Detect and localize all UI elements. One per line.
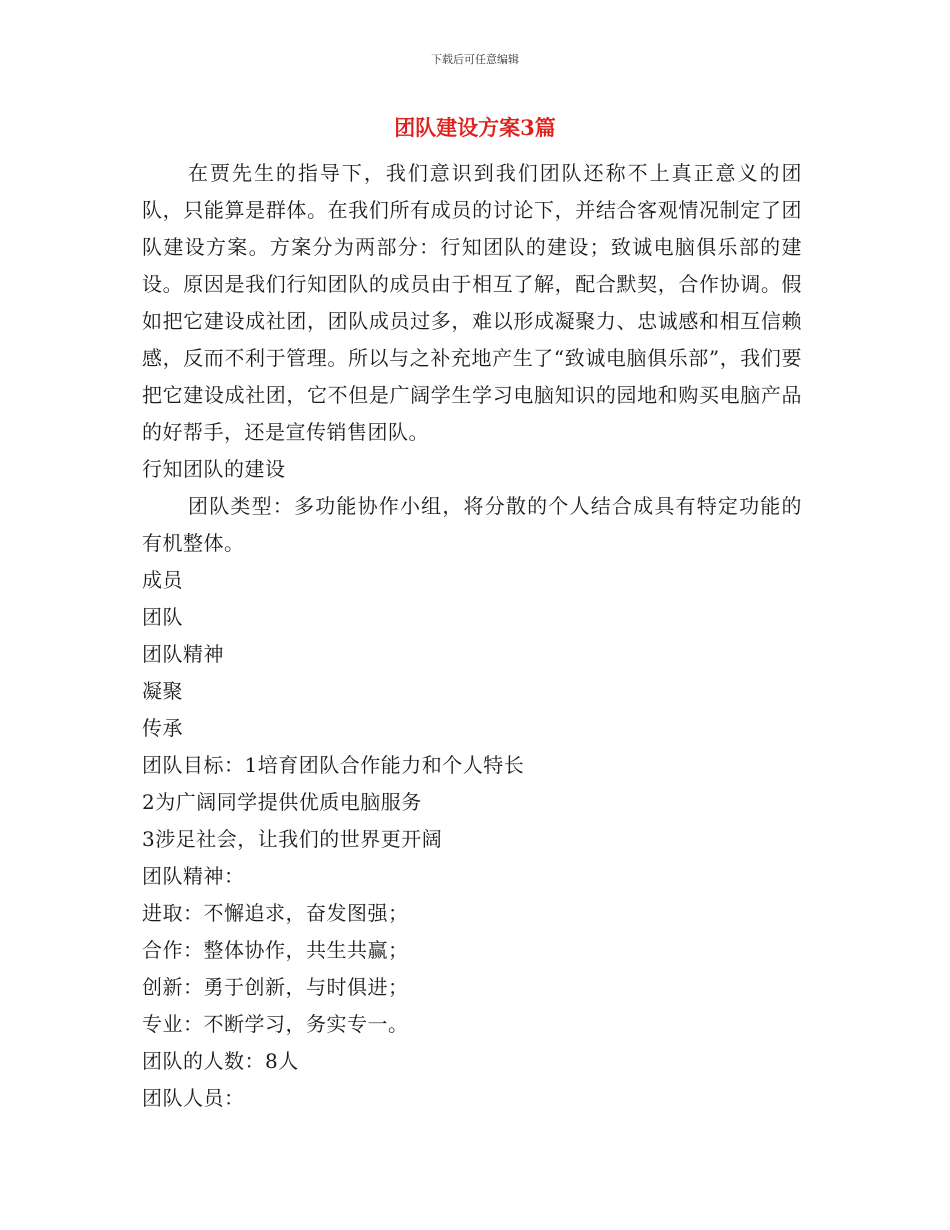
spirit-item: 创新：勇于创新，与时俱进； <box>142 975 409 999</box>
goal-line: 团队目标：1培育团队合作能力和个人特长 <box>142 753 525 777</box>
goal-line: 2为广阔同学提供优质电脑服务 <box>142 790 422 814</box>
members-heading: 团队人员： <box>142 1086 245 1110</box>
keyword-line: 团队精神 <box>142 642 224 666</box>
keyword-line: 团队 <box>142 605 183 629</box>
member-count-line: 团队的人数：8人 <box>142 1049 299 1073</box>
keyword-line: 凝聚 <box>142 679 183 703</box>
spirit-heading: 团队精神： <box>142 864 245 888</box>
spirit-item: 专业：不断学习，务实专一。 <box>142 1012 409 1036</box>
keyword-line: 传承 <box>142 716 183 740</box>
team-type-paragraph: 团队类型：多功能协作小组，将分散的个人结合成具有特定功能的有机整体。 <box>142 494 802 555</box>
page-header-note: 下载后可任意编辑 <box>431 53 519 66</box>
spirit-item: 进取：不懈追求，奋发图强； <box>142 901 409 925</box>
intro-paragraph: 在贾先生的指导下，我们意识到我们团队还称不上真正意义的团队，只能算是群体。在我们所有成员的讨论下，并结合客观情况制定了团队建设方案。方案分为两部分：行知团队的建设；致诚电脑俱乐部的建设。原因是我们行知团队的成员由于相互了解，配合默契，合作协调。假如把它建设成社团，团队成员过多，难以形成凝聚力、忠诚感和相互信赖感，反而不利于管理。所以与之补充地产生了“致诚电脑俱乐部”，我们要把它建设成社团，它不但是广阔学生学习电脑知识的园地和购买电脑产品的好帮手，还是宣传销售团队。 <box>142 161 802 444</box>
goal-line: 3涉足社会，让我们的世界更开阔 <box>142 827 443 851</box>
document-body <box>142 155 802 1117</box>
section-heading: 行知团队的建设 <box>142 457 286 481</box>
document-title: 团队建设方案3篇 <box>394 115 556 140</box>
keyword-line: 成员 <box>142 568 183 592</box>
spirit-item: 合作：整体协作，共生共赢； <box>142 938 409 962</box>
